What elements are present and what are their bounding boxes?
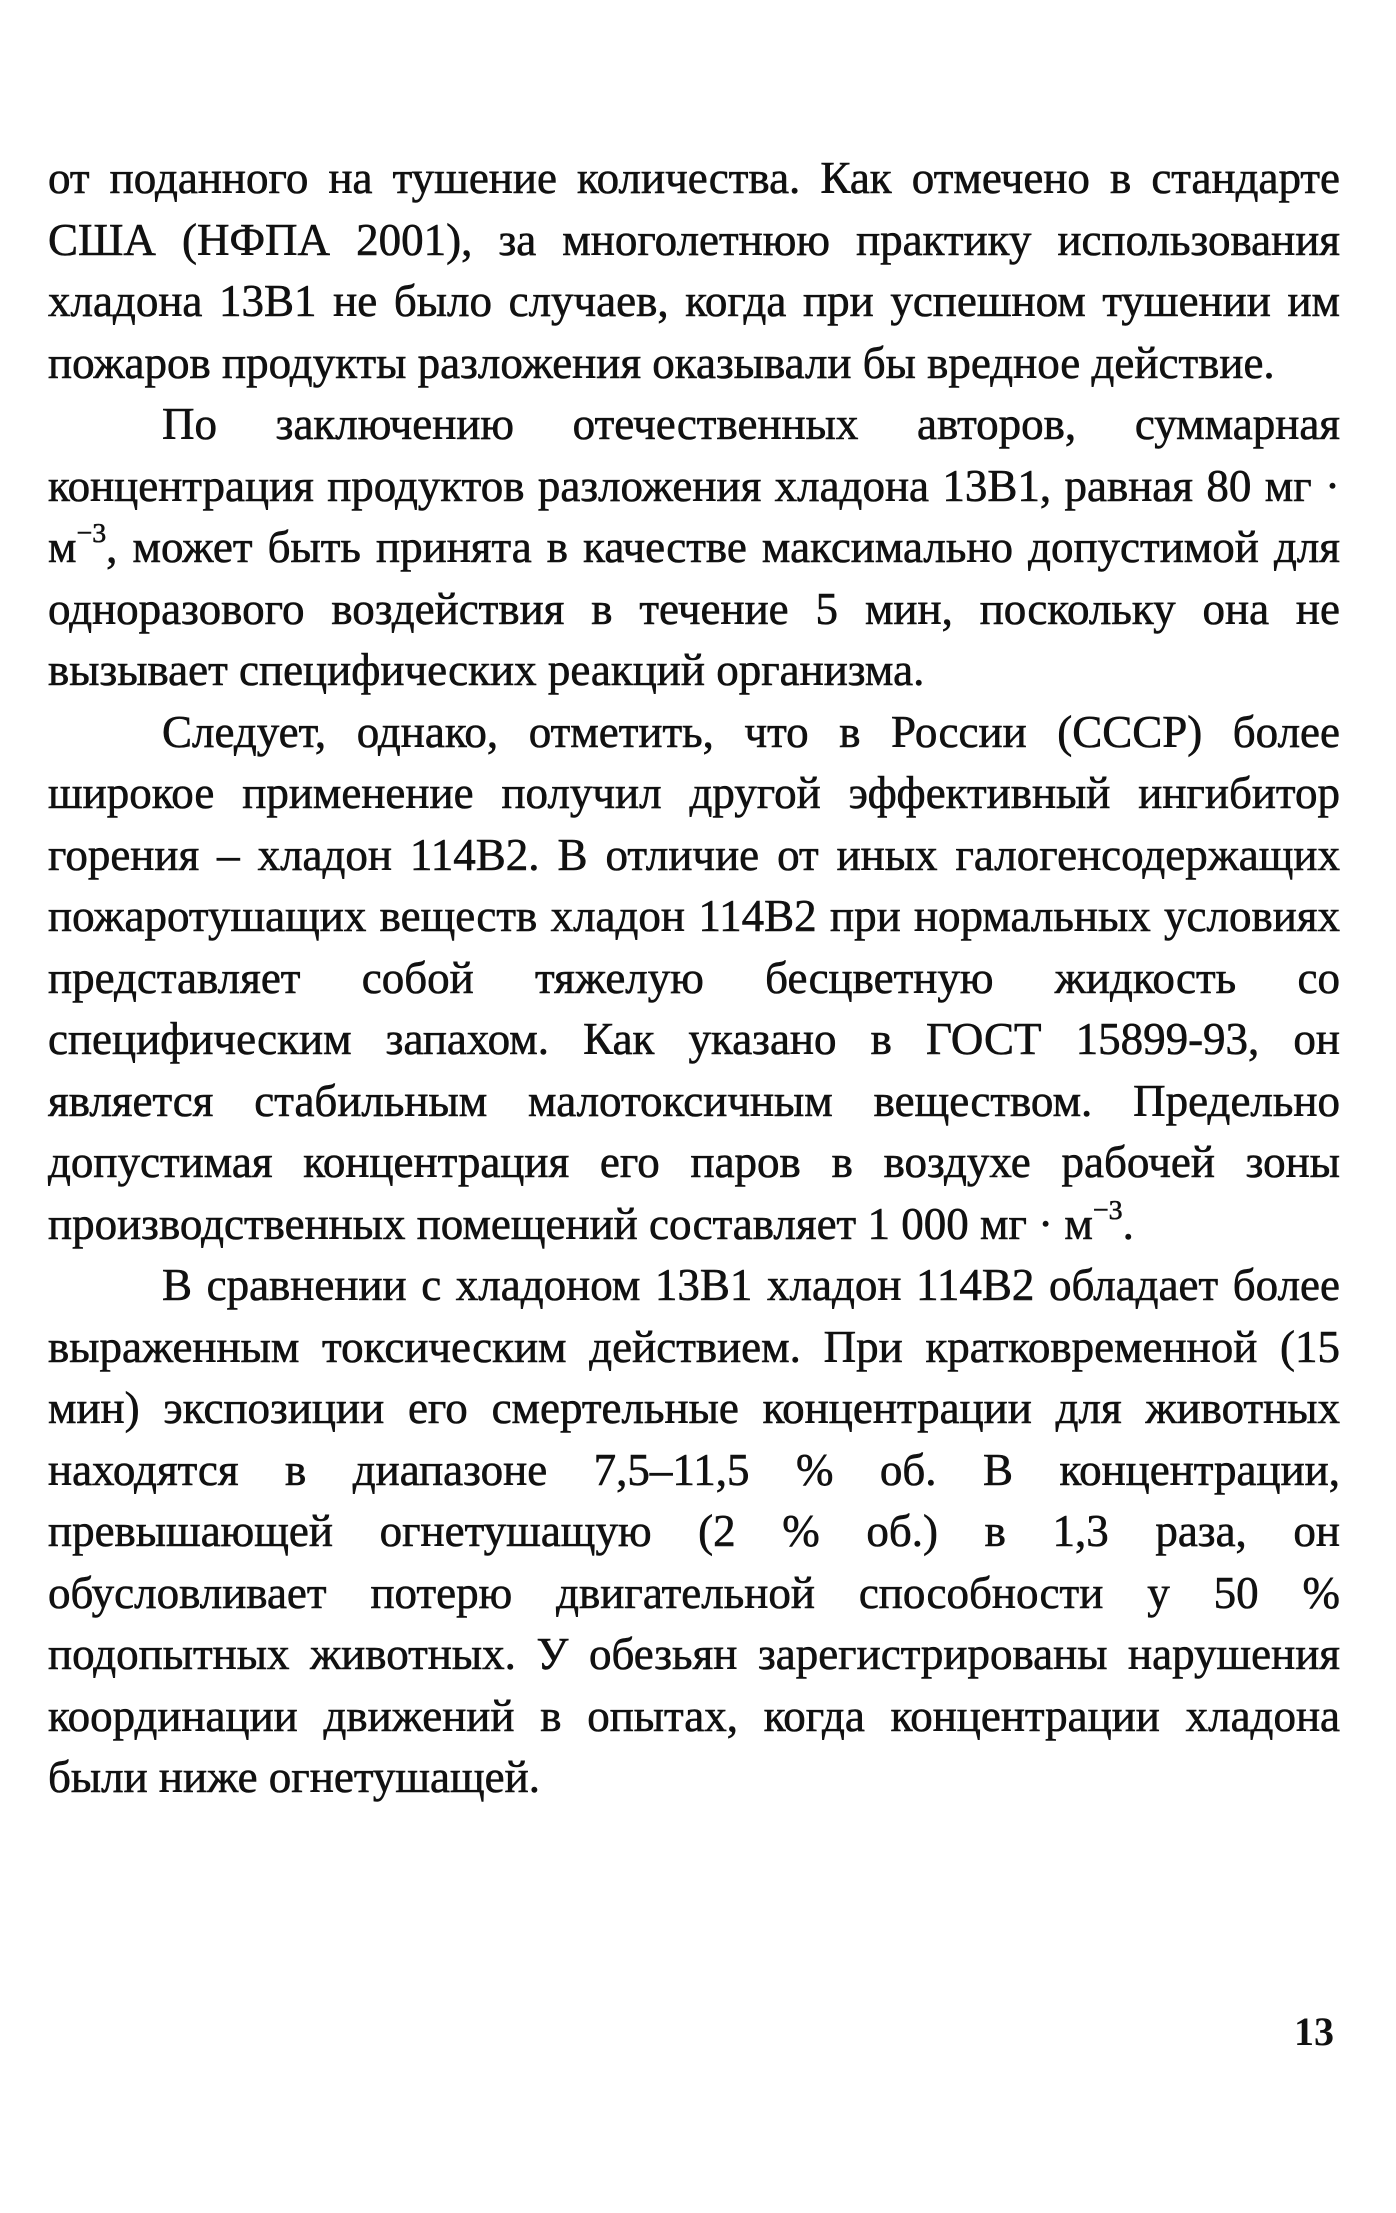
- page-number: 13: [1294, 2009, 1334, 2054]
- paragraph-text: от поданного на тушение количества. Как отмечено в стандарте США (НФПА 2001), за многолетнюю практику использования хладона 13В1 не было случаев, когда при успешном тушении им пожаров продукты разложения оказывали бы вредное действие.: [48, 153, 1340, 388]
- paragraph-halon-114b2: [48, 702, 1340, 1256]
- paragraph-text: Следует, однако, отметить, что в России (СССР) более широкое применение получил другой эффективный ингибитор горения – хладон 114В2. В отличие от иных галогенсодержащих пожаротушащих веществ хладон 114В2 при нормальных условиях представляет собой тяжелую бесцветную жидкость со специфическим запахом. Как указано в ГОСТ 15899-93, он является стабильным малотоксичным веществом. Предельно допустимая концентрация его паров в воздухе рабочей зоны производственных помещений составляет 1 000 мг · м: [48, 706, 1340, 1249]
- paragraph-text: , может быть принята в качестве максимально допустимой для одноразового воздействия в течение 5 мин, поскольку она не вызывает специфических реакций организма.: [48, 522, 1340, 695]
- body-text: [48, 148, 1340, 1809]
- paragraph-text: .: [1122, 1198, 1134, 1249]
- paragraph-text: В сравнении с хладоном 13В1 хладон 114В2 обладает более выраженным токсическим действием. При кратковременной (15 мин) экспозиции его смертельные концентрации для животных находятся в диапазоне 7,5–11,5 % об. В концентрации, превышающей огнетушащую (2 % об.) в 1,3 раза, он обусловливает потерю двигательной способности у 50 % подопытных животных. У обезьян зарегистрированы нарушения координации движений в опытах, когда концентрации хладона были ниже огнетушащей.: [48, 1260, 1340, 1802]
- superscript-exponent: −3: [76, 517, 107, 549]
- paragraph-decomposition-products: [48, 394, 1340, 702]
- paragraph-continuation: [48, 148, 1340, 394]
- paragraph-toxicity-comparison: [48, 1255, 1340, 1809]
- paragraph-text: По заключению отечественных авторов, суммарная концентрация продуктов разложения хладона 13В1, равная 80 мг · м: [48, 399, 1340, 572]
- superscript-exponent: −3: [1092, 1194, 1123, 1226]
